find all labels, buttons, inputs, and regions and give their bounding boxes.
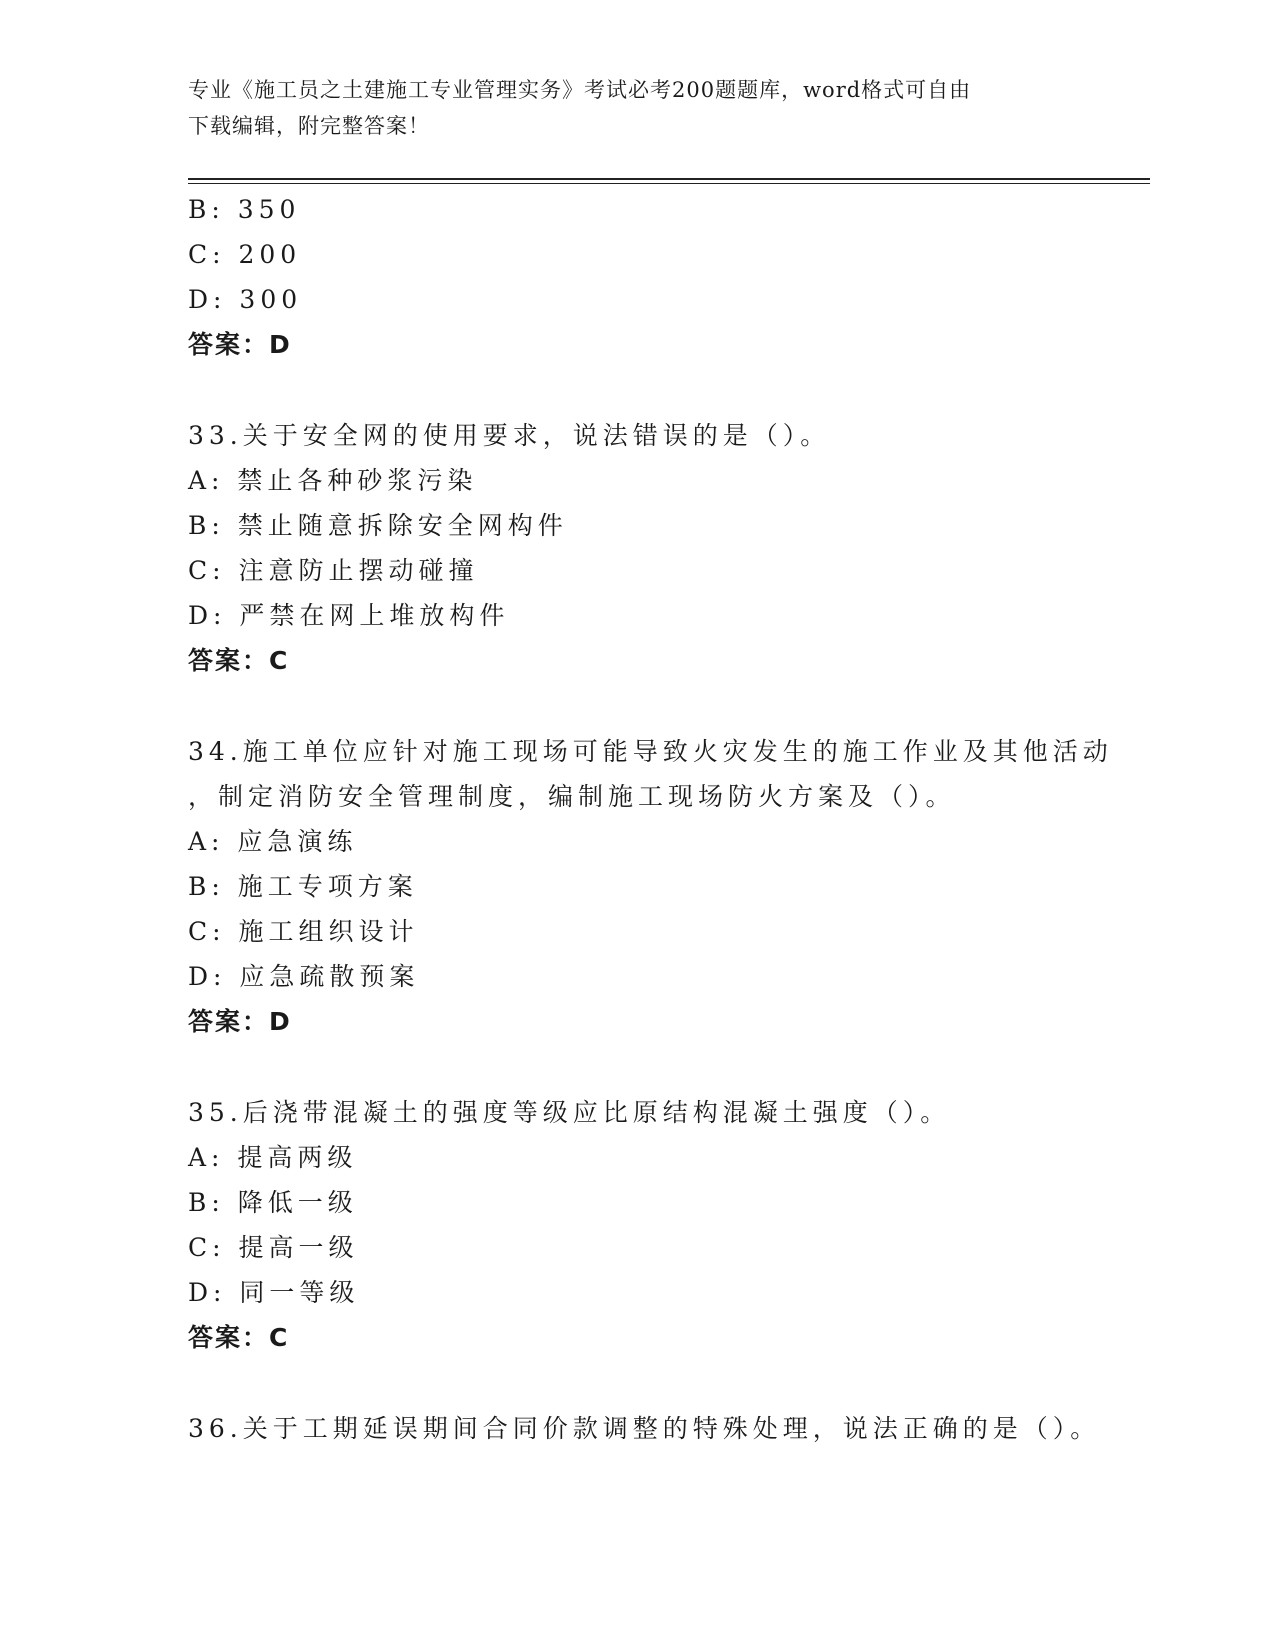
header-title-line-1: 专业《施工员之土建施工专业管理实务》考试必考200题题库，word格式可自由 <box>188 78 972 102</box>
question-36: 36.关于工期延误期间合同价款调整的特殊处理，说法正确的是（）。 <box>188 1414 1101 1443</box>
q33-option-a: A: 禁止各种砂浆污染 <box>188 466 478 495</box>
question-35: 35.后浇带混凝土的强度等级应比原结构混凝土强度（）。 <box>188 1098 951 1127</box>
option-b-prev: B: 350 <box>188 195 301 224</box>
q35-option-d: D: 同一等级 <box>188 1278 360 1307</box>
q34-option-b: B: 施工专项方案 <box>188 872 418 901</box>
header-divider <box>188 178 1150 184</box>
q35-option-c: C: 提高一级 <box>188 1233 359 1262</box>
document-header <box>188 72 1088 144</box>
q34-option-c: C: 施工组织设计 <box>188 917 419 946</box>
q33-option-b: B: 禁止随意拆除安全网构件 <box>188 511 568 540</box>
q35-option-b: B: 降低一级 <box>188 1188 358 1217</box>
answer-prev: 答案：D <box>188 330 292 359</box>
q35-option-a: A: 提高两级 <box>188 1143 358 1172</box>
q34-answer: 答案：D <box>188 1007 292 1036</box>
question-34-line-1: 34.施工单位应针对施工现场可能导致火灾发生的施工作业及其他活动 <box>188 737 1113 766</box>
q33-answer: 答案：C <box>188 646 290 675</box>
q34-option-a: A: 应急演练 <box>188 827 358 856</box>
header-title-line-2: 下载编辑，附完整答案！ <box>188 114 430 138</box>
option-c-prev: C: 200 <box>188 240 302 269</box>
question-34-line-2: ，制定消防安全管理制度，编制施工现场防火方案及（）。 <box>188 782 956 811</box>
question-33: 33.关于安全网的使用要求，说法错误的是（）。 <box>188 421 831 450</box>
q35-answer: 答案：C <box>188 1323 290 1352</box>
option-d-prev: D: 300 <box>188 285 303 314</box>
q34-option-d: D: 应急疏散预案 <box>188 962 420 991</box>
q33-option-c: C: 注意防止摆动碰撞 <box>188 556 479 585</box>
q33-option-d: D: 严禁在网上堆放构件 <box>188 601 510 630</box>
